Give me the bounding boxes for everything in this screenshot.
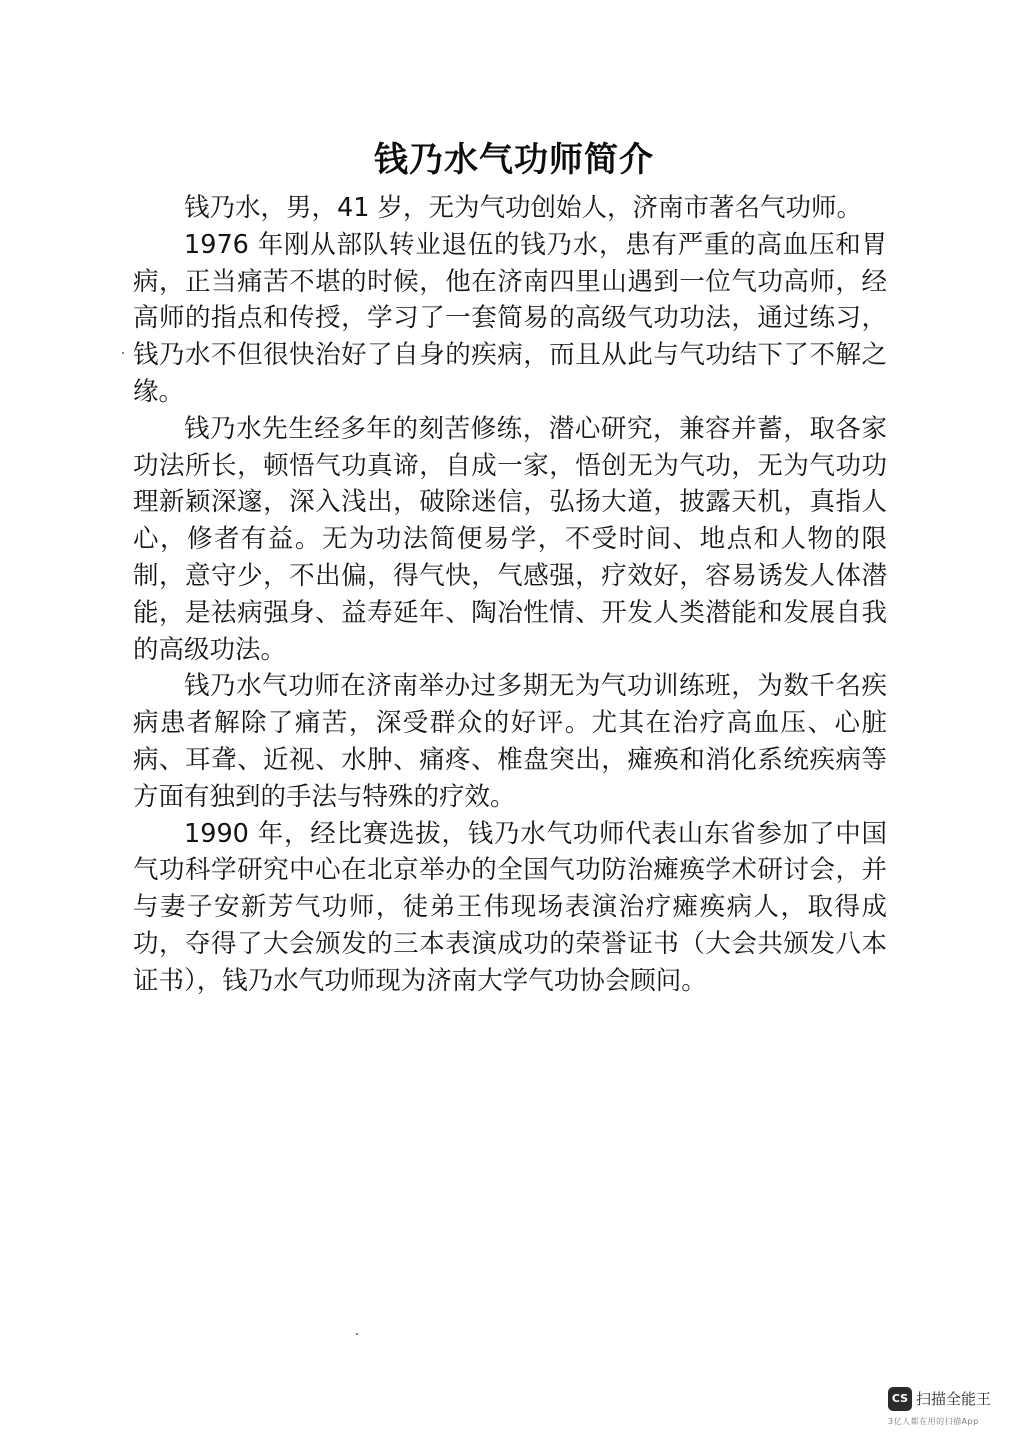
- paragraph-2: 1976 年刚从部队转业退伍的钱乃水，患有严重的高血压和胃病，正当痛苦不堪的时候，他在济南四里山遇到一位气功高师，经高师的指点和传授，学习了一套简易的高级气功功法，通过练习，钱乃水不但很快治好了自身的疾病，而且从此与气功结下了不解之缘。: [133, 229, 887, 407]
- document-body: [133, 190, 887, 1000]
- watermark-tagline: 3亿人都在用的扫描App: [888, 1417, 979, 1426]
- scanner-watermark: [885, 1385, 1015, 1433]
- scan-speck: [356, 1333, 358, 1335]
- paragraph-4: 钱乃水气功师在济南举办过多期无为气功训练班，为数千名疾病患者解除了痛苦，深受群众的好评。尤其在治疗高血压、心脏病、耳聋、近视、水肿、痛疼、椎盘突出，瘫痪和消化系统疾病等方面有独到的手法与特殊的疗效。: [133, 671, 887, 812]
- document-title: 钱乃水气功师简介: [374, 140, 654, 180]
- paragraph-1: 钱乃水，男，41 岁，无为气功创始人，济南市著名气功师。: [184, 193, 863, 223]
- camscanner-logo-icon: CS: [888, 1387, 912, 1411]
- watermark-app-name: 扫描全能王: [916, 1390, 992, 1408]
- paragraph-3: 钱乃水先生经多年的刻苦修练，潜心研究，兼容并蓄，取各家功法所长，顿悟气功真谛，自成一家，悟创无为气功，无为气功功理新颖深邃，深入浅出，破除迷信，弘扬大道，披露天机，真指人心，修者有益。无为功法简便易学，不受时间、地点和人物的限制，意守少，不出偏，得气快，气感强，疗效好，容易诱发人体潜能，是祛病强身、益寿延年、陶冶性情、开发人类潜能和发展自我的高级功法。: [133, 413, 887, 665]
- paragraph-5: 1990 年，经比赛选拔，钱乃水气功师代表山东省参加了中国气功科学研究中心在北京举办的全国气功防治瘫痪学术研讨会，并与妻子安新芳气功师，徒弟王伟现场表演治疗瘫痪病人，取得成功，夺得了大会颁发的三本表演成功的荣誉证书（大会共颁发八本证书），钱乃水气功师现为济南大学气功协会顾问。: [133, 818, 887, 996]
- scan-speck: [122, 352, 124, 354]
